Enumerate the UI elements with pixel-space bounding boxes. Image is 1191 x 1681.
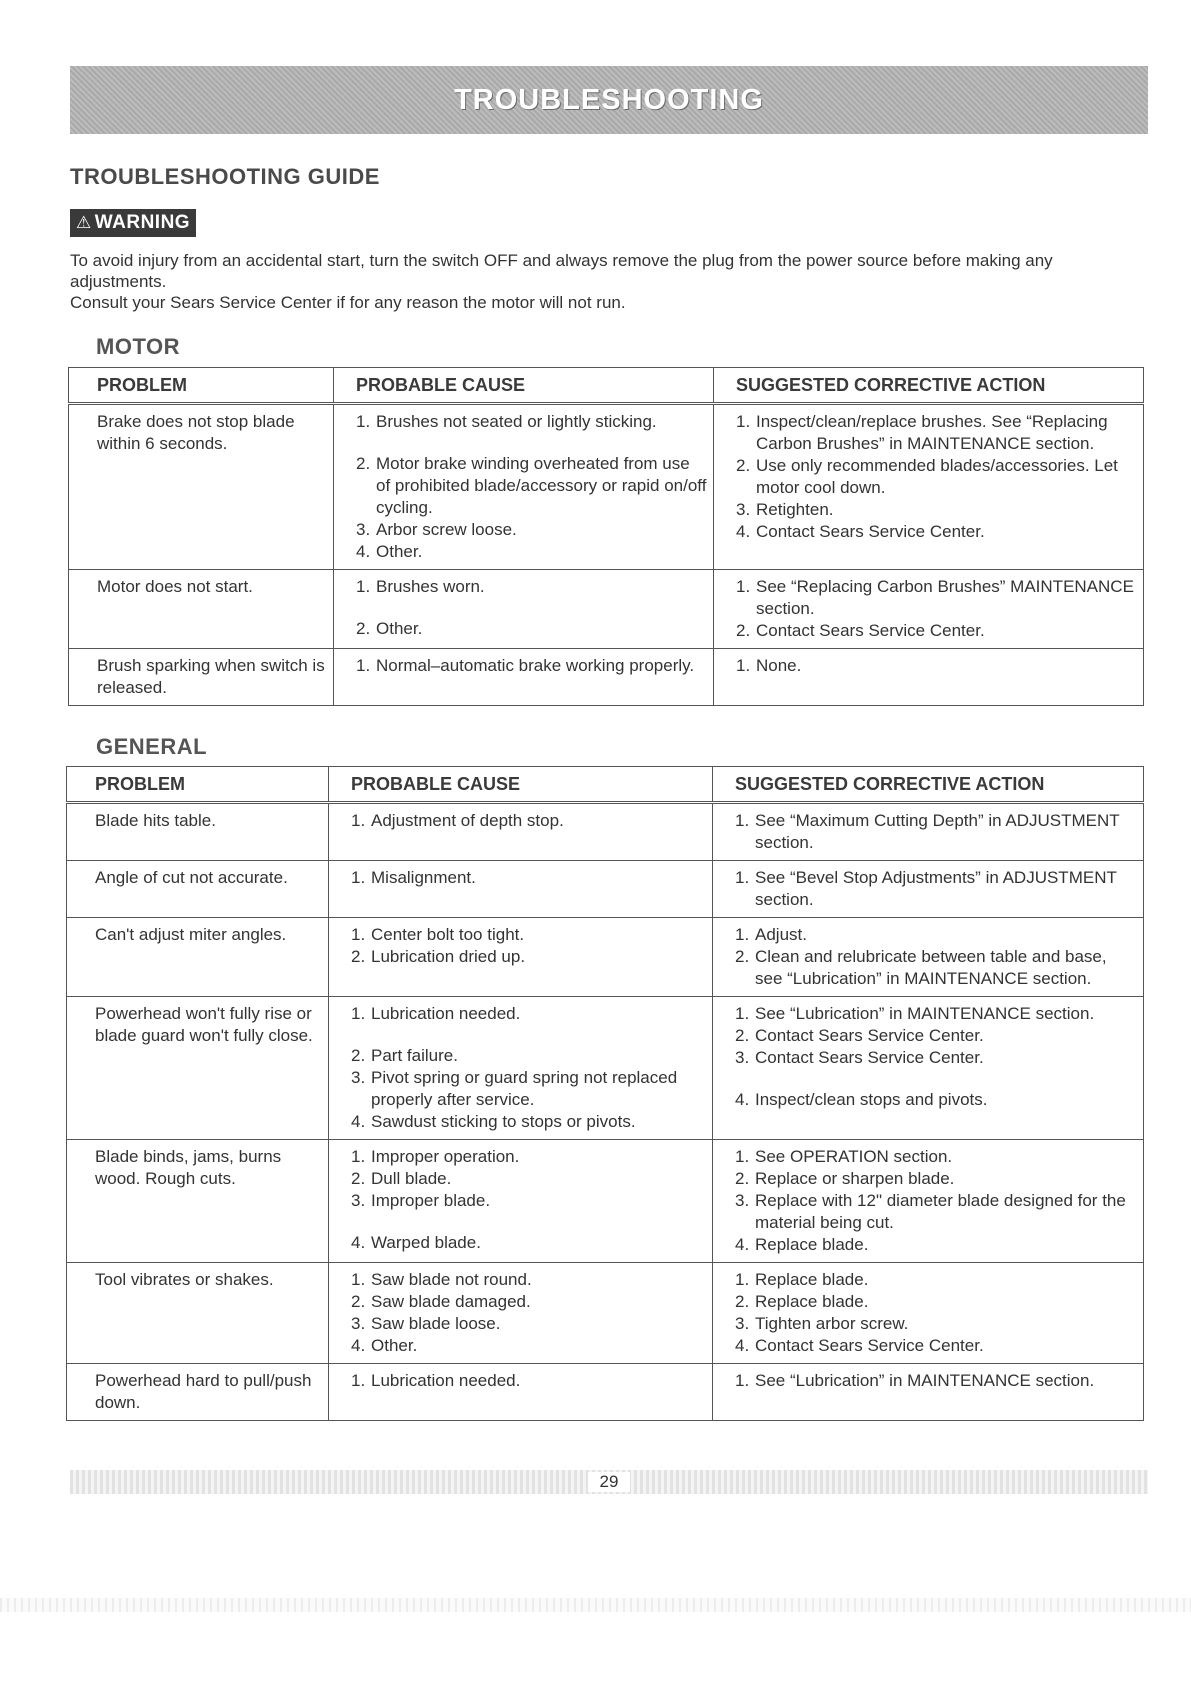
general-table — [66, 766, 1144, 1421]
item-number: 4. — [351, 1233, 366, 1252]
item-number: 3. — [735, 1314, 750, 1333]
cause-item — [356, 576, 707, 598]
item-number: 4. — [356, 542, 371, 561]
table-row — [69, 649, 1144, 706]
item-text: See “Maximum Cutting Depth” in ADJUSTMENT section. — [755, 811, 1120, 852]
item-number: 1. — [356, 656, 371, 675]
action-item — [735, 1025, 1137, 1047]
cause-cell — [329, 861, 713, 918]
item-number: 4. — [351, 1112, 366, 1131]
action-item — [735, 946, 1137, 990]
item-number: 2. — [356, 454, 371, 473]
item-number: 1. — [351, 811, 366, 830]
action-item — [736, 499, 1137, 521]
cause-cell — [329, 918, 713, 997]
problem-cell: Brush sparking when switch is released. — [69, 649, 334, 706]
action-item — [735, 1190, 1137, 1234]
problem-cell: Tool vibrates or shakes. — [67, 1263, 329, 1364]
table-row — [67, 997, 1144, 1140]
problem-cell: Blade binds, jams, burns wood. Rough cuts. — [67, 1140, 329, 1263]
item-number: 1. — [735, 1004, 750, 1023]
action-item — [735, 1370, 1137, 1392]
action-item — [735, 1291, 1137, 1313]
item-text: Part failure. — [371, 1046, 458, 1065]
action-item — [735, 1047, 1137, 1069]
table-header-row — [69, 368, 1144, 404]
action-item — [735, 1335, 1137, 1357]
table-row — [67, 1364, 1144, 1421]
item-number: 1. — [735, 925, 750, 944]
cause-item — [351, 810, 706, 832]
item-number: 1. — [356, 577, 371, 596]
problem-cell: Can't adjust miter angles. — [67, 918, 329, 997]
action-cell — [713, 1263, 1144, 1364]
header-corrective-action: SUGGESTED CORRECTIVE ACTION — [713, 767, 1144, 803]
item-text: None. — [756, 656, 802, 675]
problem-cell: Motor does not start. — [69, 570, 334, 649]
action-item — [736, 620, 1137, 642]
item-number: 1. — [735, 811, 750, 830]
item-number: 1. — [735, 1371, 750, 1390]
spacer — [735, 1069, 1137, 1089]
item-number: 2. — [351, 947, 366, 966]
item-number: 1. — [735, 1270, 750, 1289]
cause-item — [351, 1370, 706, 1392]
item-text: Contact Sears Service Center. — [755, 1336, 984, 1355]
problem-cell: Angle of cut not accurate. — [67, 861, 329, 918]
cause-item — [351, 1269, 706, 1291]
table-row — [69, 570, 1144, 649]
table-row — [67, 1263, 1144, 1364]
cause-item — [351, 1003, 706, 1025]
problem-cell: Powerhead won't fully rise or blade guard won't fully close. — [67, 997, 329, 1140]
item-text: Improper operation. — [371, 1147, 520, 1166]
item-number: 4. — [735, 1090, 750, 1109]
item-text: Warped blade. — [371, 1233, 481, 1252]
cause-item — [351, 867, 706, 889]
action-item — [735, 1234, 1137, 1256]
item-text: Lubrication needed. — [371, 1004, 521, 1023]
item-number: 1. — [736, 412, 751, 431]
action-item — [735, 1146, 1137, 1168]
action-cell — [714, 649, 1144, 706]
page-banner — [70, 66, 1148, 134]
item-number: 2. — [351, 1046, 366, 1065]
item-text: Retighten. — [756, 500, 834, 519]
item-number: 2. — [735, 1292, 750, 1311]
item-number: 1. — [736, 656, 751, 675]
header-corrective-action: SUGGESTED CORRECTIVE ACTION — [714, 368, 1144, 404]
item-text: Contact Sears Service Center. — [756, 522, 985, 541]
page-number: 29 — [588, 1472, 631, 1492]
action-item — [736, 455, 1137, 499]
action-item — [736, 576, 1137, 620]
table-row — [67, 1140, 1144, 1263]
item-number: 1. — [351, 925, 366, 944]
item-text: Dull blade. — [371, 1169, 452, 1188]
item-number: 1. — [735, 1147, 750, 1166]
cause-item — [351, 1232, 706, 1254]
item-number: 4. — [351, 1336, 366, 1355]
warning-text — [70, 250, 1150, 313]
spacer — [356, 433, 707, 453]
cause-cell — [334, 570, 714, 649]
action-cell — [713, 1140, 1144, 1263]
item-number: 1. — [351, 1270, 366, 1289]
item-text: Brushes worn. — [376, 577, 485, 596]
action-cell — [714, 570, 1144, 649]
item-text: See “Bevel Stop Adjustments” in ADJUSTMENT section. — [755, 868, 1117, 909]
action-cell — [713, 1364, 1144, 1421]
item-number: 2. — [351, 1169, 366, 1188]
cause-item — [351, 924, 706, 946]
item-text: Motor brake winding overheated from use of prohibited blade/accessory or rapid on/off cycling. — [376, 454, 707, 517]
item-text: See “Lubrication” in MAINTENANCE section. — [755, 1004, 1095, 1023]
action-item — [735, 1089, 1137, 1111]
item-number: 2. — [736, 456, 751, 475]
cause-item — [351, 1168, 706, 1190]
item-text: Replace blade. — [755, 1270, 869, 1289]
cause-cell — [334, 404, 714, 570]
action-cell — [713, 861, 1144, 918]
item-text: Arbor screw loose. — [376, 520, 517, 539]
cause-cell — [329, 1140, 713, 1263]
item-text: Lubrication needed. — [371, 1371, 521, 1390]
action-item — [735, 1168, 1137, 1190]
warning-triangle-icon: ⚠ — [76, 213, 92, 232]
warning-paragraph: To avoid injury from an accidental start, turn the switch OFF and always remove the plug from the power source before making any adjustments. — [70, 251, 1053, 291]
problem-cell: Brake does not stop blade within 6 seconds. — [69, 404, 334, 570]
item-text: Clean and relubricate between table and base, see “Lubrication” in MAINTENANCE section. — [755, 947, 1107, 988]
cause-item — [351, 946, 706, 968]
cause-item — [356, 453, 707, 519]
item-number: 1. — [351, 1004, 366, 1023]
motor-section-title: MOTOR — [96, 334, 180, 359]
action-item — [735, 924, 1137, 946]
banner-title: TROUBLESHOOTING — [454, 83, 764, 116]
item-text: See OPERATION section. — [755, 1147, 953, 1166]
item-number: 2. — [735, 947, 750, 966]
item-number: 1. — [351, 868, 366, 887]
problem-cell: Powerhead hard to pull/push down. — [67, 1364, 329, 1421]
warning-label: WARNING — [94, 212, 191, 233]
cause-item — [351, 1291, 706, 1313]
item-text: Pivot spring or guard spring not replaced properly after service. — [371, 1068, 678, 1109]
item-number: 3. — [735, 1048, 750, 1067]
item-number: 3. — [356, 520, 371, 539]
item-number: 1. — [351, 1371, 366, 1390]
spacer — [351, 1212, 706, 1232]
cause-item — [351, 1190, 706, 1212]
item-text: Sawdust sticking to stops or pivots. — [371, 1112, 636, 1131]
item-number: 2. — [736, 621, 751, 640]
action-item — [736, 521, 1137, 543]
warning-paragraph: Consult your Sears Service Center if for any reason the motor will not run. — [70, 293, 626, 312]
action-item — [736, 411, 1137, 455]
header-problem: PROBLEM — [67, 767, 329, 803]
item-number: 4. — [735, 1336, 750, 1355]
cause-item — [351, 1111, 706, 1133]
cause-item — [356, 655, 707, 677]
table-row — [67, 803, 1144, 861]
item-number: 1. — [736, 577, 751, 596]
spacer — [351, 1025, 706, 1045]
action-item — [736, 655, 1137, 677]
cause-cell — [329, 803, 713, 861]
cause-cell — [329, 1364, 713, 1421]
action-item — [735, 1269, 1137, 1291]
header-probable-cause: PROBABLE CAUSE — [334, 368, 714, 404]
action-cell — [713, 997, 1144, 1140]
item-number: 2. — [735, 1026, 750, 1045]
item-number: 3. — [351, 1314, 366, 1333]
item-text: Inspect/clean/replace brushes. See “Replacing Carbon Brushes” in MAINTENANCE section. — [756, 412, 1108, 453]
action-item — [735, 810, 1137, 854]
general-section-title: GENERAL — [96, 734, 208, 759]
cause-cell — [329, 1263, 713, 1364]
item-text: Other. — [376, 619, 423, 638]
table-row — [69, 404, 1144, 570]
cause-cell — [334, 649, 714, 706]
item-number: 2. — [351, 1292, 366, 1311]
item-number: 1. — [735, 868, 750, 887]
item-text: Replace blade. — [755, 1292, 869, 1311]
item-text: Contact Sears Service Center. — [756, 621, 985, 640]
item-text: Improper blade. — [371, 1191, 491, 1210]
cause-item — [356, 541, 707, 563]
action-cell — [714, 404, 1144, 570]
item-text: Contact Sears Service Center. — [755, 1048, 984, 1067]
action-item — [735, 1313, 1137, 1335]
cause-item — [351, 1146, 706, 1168]
item-text: Misalignment. — [371, 868, 476, 887]
item-text: Normal–automatic brake working properly. — [376, 656, 695, 675]
action-cell — [713, 918, 1144, 997]
item-text: Adjustment of depth stop. — [371, 811, 564, 830]
cause-item — [356, 519, 707, 541]
item-text: Replace or sharpen blade. — [755, 1169, 955, 1188]
guide-title: TROUBLESHOOTING GUIDE — [70, 164, 380, 189]
item-number: 3. — [736, 500, 751, 519]
item-text: Tighten arbor screw. — [755, 1314, 909, 1333]
action-cell — [713, 803, 1144, 861]
item-number: 3. — [735, 1191, 750, 1210]
action-item — [735, 867, 1137, 911]
warning-badge — [70, 209, 196, 237]
item-text: Other. — [371, 1336, 418, 1355]
item-text: Saw blade not round. — [371, 1270, 532, 1289]
table-row — [67, 918, 1144, 997]
item-number: 1. — [356, 412, 371, 431]
scan-noise — [0, 1598, 1191, 1612]
cause-cell — [329, 997, 713, 1140]
item-number: 4. — [736, 522, 751, 541]
item-number: 4. — [735, 1235, 750, 1254]
item-text: Saw blade damaged. — [371, 1292, 531, 1311]
cause-item — [351, 1067, 706, 1111]
item-text: Other. — [376, 542, 423, 561]
item-text: Lubrication dried up. — [371, 947, 526, 966]
action-item — [735, 1003, 1137, 1025]
spacer — [356, 598, 707, 618]
item-text: Contact Sears Service Center. — [755, 1026, 984, 1045]
item-text: See “Replacing Carbon Brushes” MAINTENANCE section. — [756, 577, 1134, 618]
header-probable-cause: PROBABLE CAUSE — [329, 767, 713, 803]
page-footer — [70, 1470, 1148, 1494]
item-text: See “Lubrication” in MAINTENANCE section. — [755, 1371, 1095, 1390]
item-text: Adjust. — [755, 925, 807, 944]
item-text: Brushes not seated or lightly sticking. — [376, 412, 657, 431]
item-text: Saw blade loose. — [371, 1314, 501, 1333]
cause-item — [351, 1313, 706, 1335]
item-text: Replace blade. — [755, 1235, 869, 1254]
item-number: 2. — [735, 1169, 750, 1188]
cause-item — [351, 1045, 706, 1067]
item-number: 3. — [351, 1068, 366, 1087]
motor-table — [68, 367, 1144, 706]
item-text: Use only recommended blades/accessories. Let motor cool down. — [756, 456, 1118, 497]
table-row — [67, 861, 1144, 918]
item-number: 2. — [356, 619, 371, 638]
table-header-row — [67, 767, 1144, 803]
header-problem: PROBLEM — [69, 368, 334, 404]
item-text: Replace with 12" diameter blade designed for the material being cut. — [755, 1191, 1126, 1232]
item-text: Inspect/clean stops and pivots. — [755, 1090, 988, 1109]
problem-cell: Blade hits table. — [67, 803, 329, 861]
item-number: 1. — [351, 1147, 366, 1166]
cause-item — [356, 618, 707, 640]
cause-item — [356, 411, 707, 433]
item-text: Center bolt too tight. — [371, 925, 525, 944]
cause-item — [351, 1335, 706, 1357]
item-number: 3. — [351, 1191, 366, 1210]
